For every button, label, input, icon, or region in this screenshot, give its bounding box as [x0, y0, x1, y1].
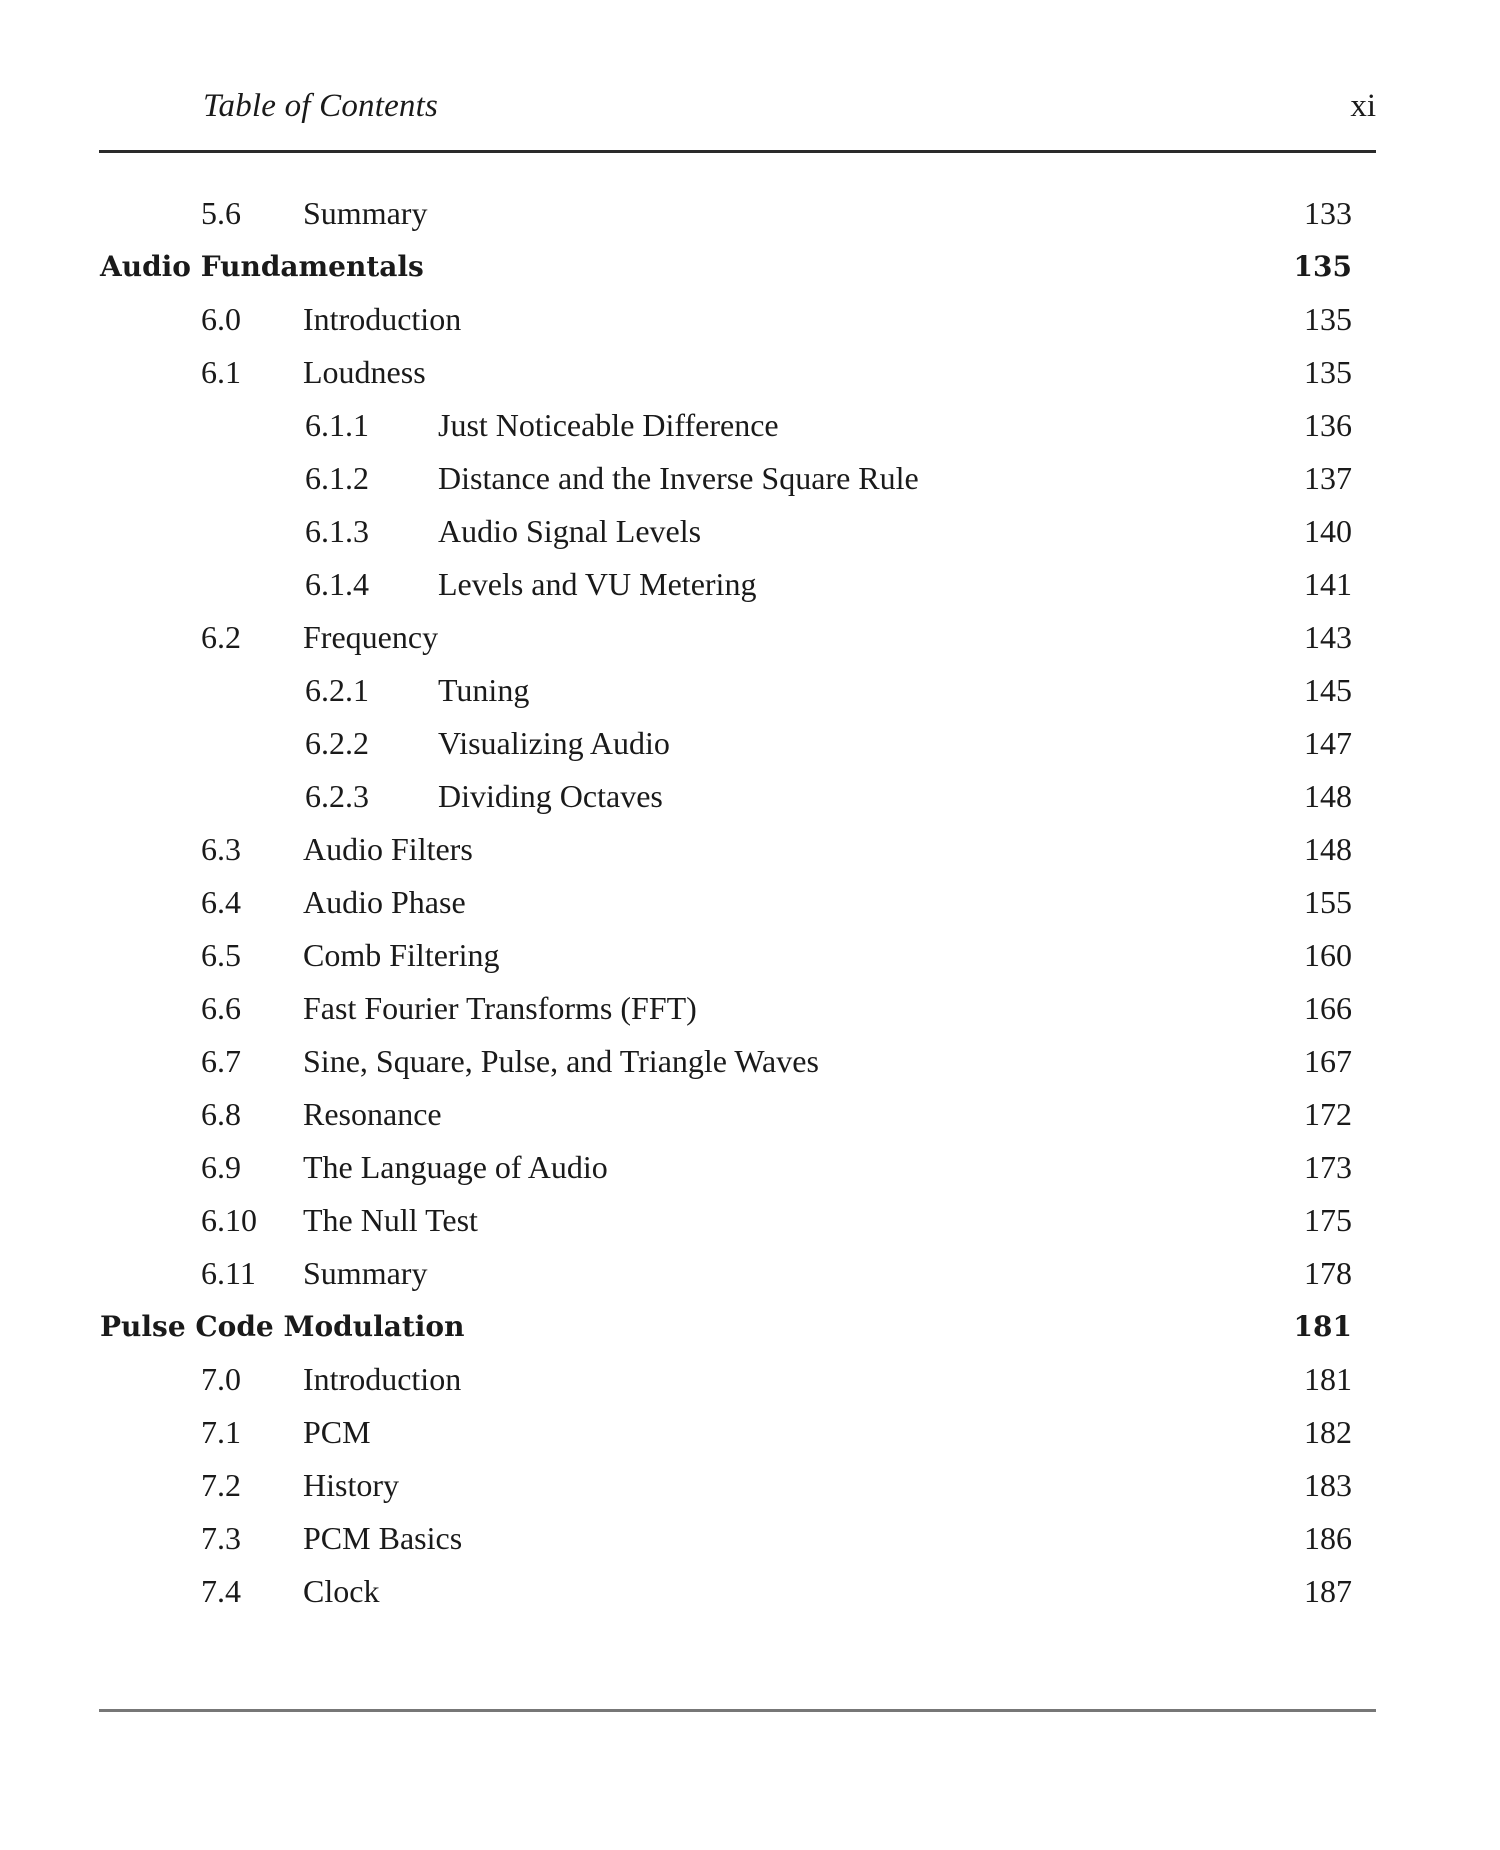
toc-page-number: 133	[1304, 195, 1352, 231]
toc-page-number: 160	[1304, 937, 1352, 973]
toc-page-number: 181	[1304, 1361, 1352, 1397]
toc-section-number: 6.9	[201, 1149, 241, 1185]
toc-page-number: 181	[1293, 1310, 1352, 1343]
toc-section-title: Clock	[303, 1573, 380, 1609]
toc-page-number: 135	[1293, 250, 1352, 283]
toc-section-entry	[0, 1141, 1500, 1194]
toc-section-title: Comb Filtering	[303, 937, 500, 973]
toc-section-number: 6.6	[201, 990, 241, 1026]
toc-page-number: 155	[1304, 884, 1352, 920]
toc-section-entry	[0, 717, 1500, 770]
page-number: xi	[1350, 88, 1376, 124]
toc-section-title: PCM Basics	[303, 1520, 463, 1556]
toc-section-entry	[0, 558, 1500, 611]
toc-section-entry	[0, 929, 1500, 982]
toc-section-number: 5.6	[201, 195, 241, 231]
toc-page-number: 182	[1304, 1414, 1352, 1450]
toc-page-number: 135	[1304, 354, 1352, 390]
toc-section-entry	[0, 1035, 1500, 1088]
toc-section-entry	[0, 187, 1500, 240]
toc-section-title: Tuning	[438, 672, 530, 708]
running-title: Table of Contents	[203, 88, 439, 124]
toc-section-number: 6.1.2	[305, 460, 369, 496]
toc-section-entry	[0, 876, 1500, 929]
toc-section-number: 6.5	[201, 937, 241, 973]
toc-page-number: 166	[1304, 990, 1352, 1026]
toc-chapter-entry	[0, 240, 1500, 293]
toc-page-number: 167	[1304, 1043, 1352, 1079]
toc-section-number: 6.1	[201, 354, 241, 390]
toc-section-number: 7.2	[201, 1467, 241, 1503]
header-rule	[99, 150, 1376, 153]
toc-section-number: 6.1.3	[305, 513, 369, 549]
toc-section-title: PCM	[303, 1414, 371, 1450]
toc-section-entry	[0, 823, 1500, 876]
toc-section-number: 6.11	[201, 1255, 256, 1291]
toc-section-entry	[0, 664, 1500, 717]
toc-section-title: Summary	[303, 1255, 428, 1291]
toc-page-number: 147	[1304, 725, 1352, 761]
toc-section-number: 7.4	[201, 1573, 241, 1609]
toc-page-number: 178	[1304, 1255, 1352, 1291]
toc-section-entry	[0, 1512, 1500, 1565]
toc-page-number: 173	[1304, 1149, 1352, 1185]
toc-section-number: 7.1	[201, 1414, 241, 1450]
toc-section-title: Resonance	[303, 1096, 442, 1132]
toc-section-number: 6.3	[201, 831, 241, 867]
toc-chapter-title: Audio Fundamentals	[100, 250, 424, 283]
toc-chapter-entry	[0, 1300, 1500, 1353]
toc-page-number: 145	[1304, 672, 1352, 708]
toc-section-title: Introduction	[303, 301, 462, 337]
toc-section-entry	[0, 1459, 1500, 1512]
toc-section-title: Levels and VU Metering	[438, 566, 757, 602]
toc-page-number: 136	[1304, 407, 1352, 443]
toc-section-entry	[0, 611, 1500, 664]
toc-page-number: 140	[1304, 513, 1352, 549]
toc-page-number: 148	[1304, 778, 1352, 814]
toc-section-number: 6.10	[201, 1202, 257, 1238]
toc-section-title: Introduction	[303, 1361, 462, 1397]
toc-section-entry	[0, 1194, 1500, 1247]
toc-section-entry	[0, 982, 1500, 1035]
toc-section-entry	[0, 770, 1500, 823]
toc-section-entry	[0, 1247, 1500, 1300]
toc-section-number: 6.2.3	[305, 778, 369, 814]
toc-section-number: 6.2.2	[305, 725, 369, 761]
toc-page-number: 183	[1304, 1467, 1352, 1503]
toc-section-entry	[0, 505, 1500, 558]
table-of-contents	[0, 187, 1500, 1618]
toc-section-title: The Language of Audio	[303, 1149, 608, 1185]
toc-section-title: Visualizing Audio	[438, 725, 670, 761]
toc-page-number: 187	[1304, 1573, 1352, 1609]
toc-section-title: Just Noticeable Difference	[438, 407, 779, 443]
toc-page-number: 148	[1304, 831, 1352, 867]
toc-section-title: Frequency	[303, 619, 439, 655]
toc-section-entry	[0, 1353, 1500, 1406]
toc-section-entry	[0, 346, 1500, 399]
toc-section-title: Summary	[303, 195, 428, 231]
toc-section-number: 6.1.4	[305, 566, 369, 602]
toc-section-number: 6.7	[201, 1043, 241, 1079]
toc-section-title: Dividing Octaves	[438, 778, 663, 814]
toc-section-entry	[0, 1565, 1500, 1618]
toc-section-title: Sine, Square, Pulse, and Triangle Waves	[303, 1043, 819, 1079]
toc-section-title: Loudness	[303, 354, 426, 390]
toc-page-number: 135	[1304, 301, 1352, 337]
page-header	[99, 78, 1376, 134]
toc-section-number: 6.1.1	[305, 407, 369, 443]
toc-section-title: Audio Filters	[303, 831, 473, 867]
toc-page-number: 186	[1304, 1520, 1352, 1556]
toc-section-title: Audio Phase	[303, 884, 466, 920]
toc-section-entry	[0, 399, 1500, 452]
toc-chapter-title: Pulse Code Modulation	[100, 1310, 465, 1343]
footer-rule	[99, 1709, 1376, 1712]
toc-section-entry	[0, 1406, 1500, 1459]
toc-section-number: 7.0	[201, 1361, 241, 1397]
toc-page-number: 137	[1304, 460, 1352, 496]
toc-section-title: The Null Test	[303, 1202, 478, 1238]
toc-section-entry	[0, 293, 1500, 346]
toc-section-title: Fast Fourier Transforms (FFT)	[303, 990, 697, 1026]
toc-section-number: 6.0	[201, 301, 241, 337]
toc-section-title: Distance and the Inverse Square Rule	[438, 460, 919, 496]
toc-section-number: 6.8	[201, 1096, 241, 1132]
toc-section-title: Audio Signal Levels	[438, 513, 702, 549]
toc-page-number: 141	[1304, 566, 1352, 602]
toc-section-number: 6.4	[201, 884, 241, 920]
toc-section-number: 6.2	[201, 619, 241, 655]
toc-section-entry	[0, 452, 1500, 505]
toc-section-number: 7.3	[201, 1520, 241, 1556]
toc-section-entry	[0, 1088, 1500, 1141]
toc-page-number: 175	[1304, 1202, 1352, 1238]
toc-section-number: 6.2.1	[305, 672, 369, 708]
toc-page-number: 143	[1304, 619, 1352, 655]
toc-section-title: History	[303, 1467, 399, 1503]
toc-page-number: 172	[1304, 1096, 1352, 1132]
